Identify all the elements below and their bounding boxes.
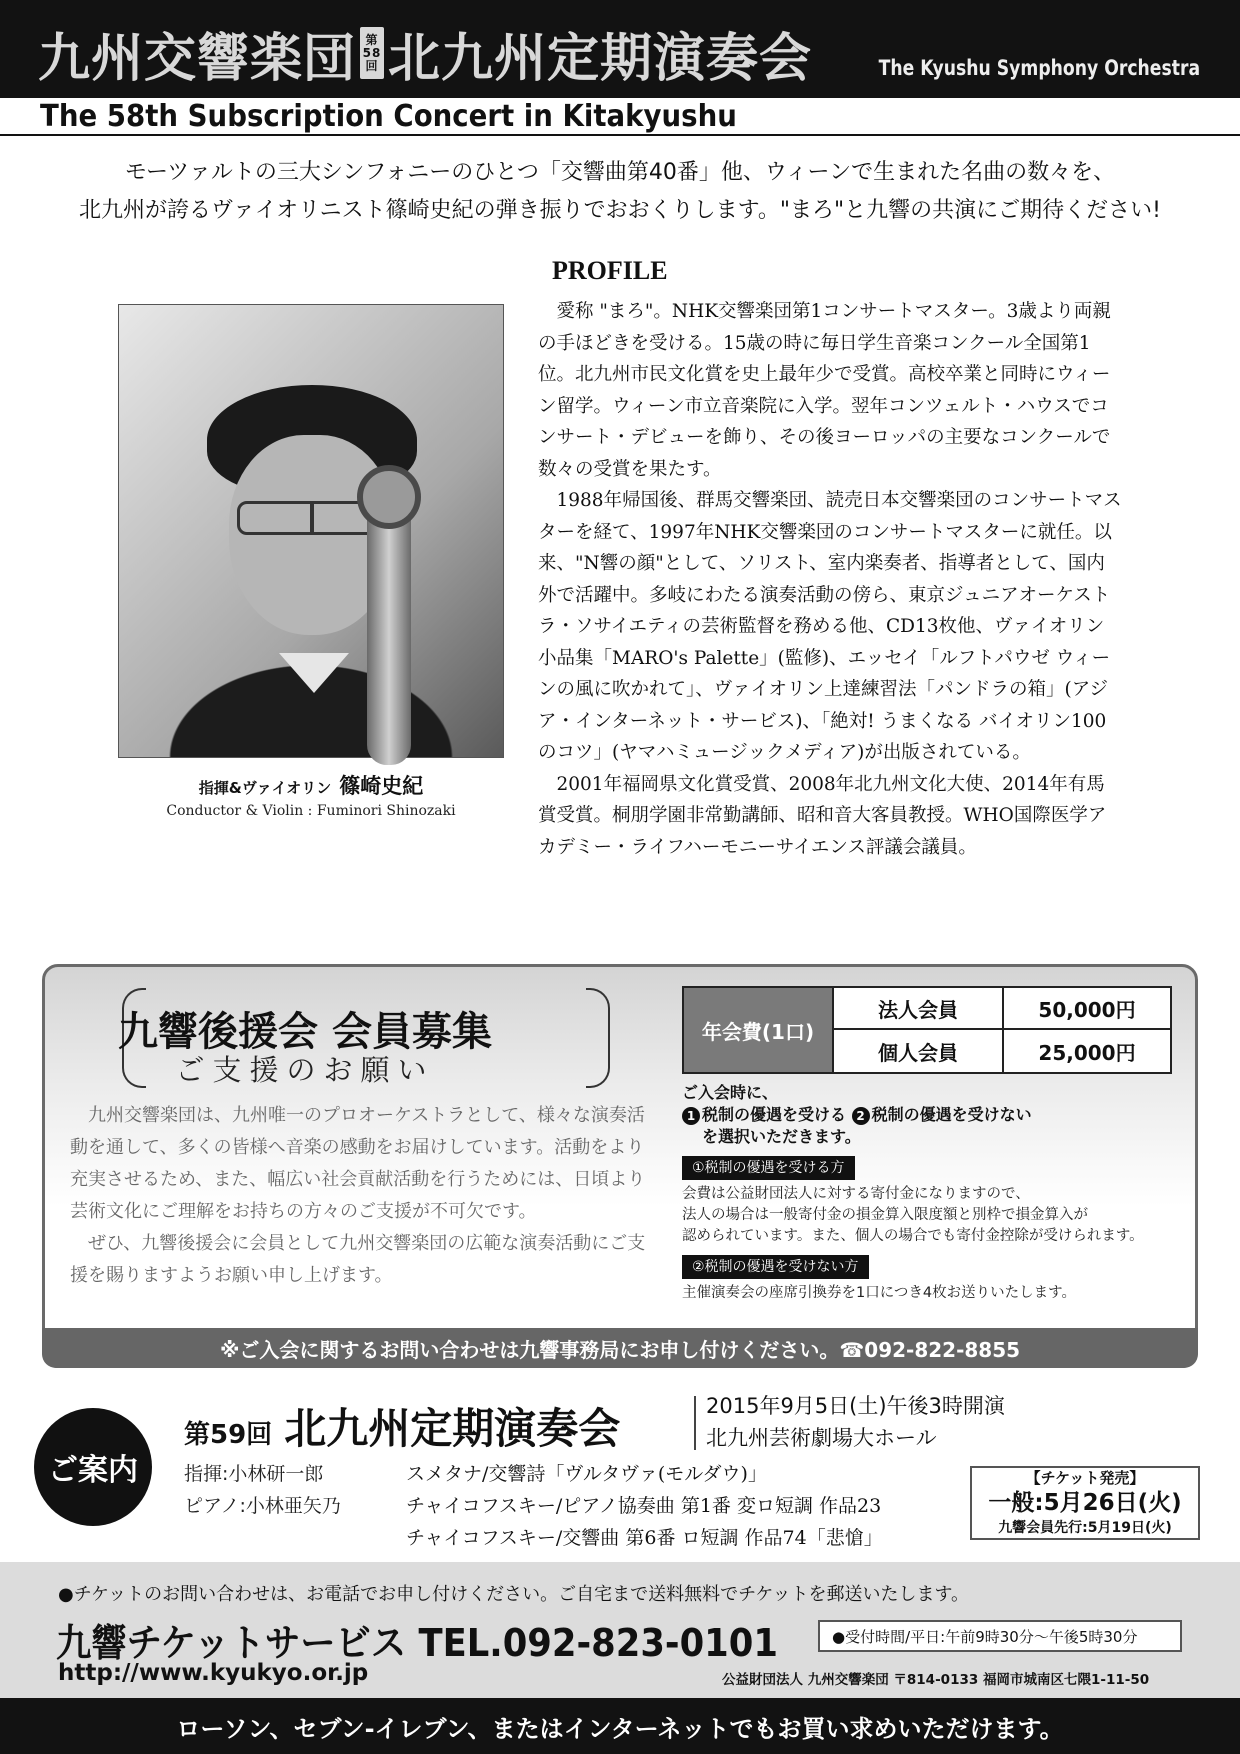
program-item: チャイコフスキー/ピアノ協奏曲 第1番 変ロ短調 作品23 bbox=[406, 1495, 882, 1517]
intro-text bbox=[40, 154, 1200, 230]
fee-amount: 25,000円 bbox=[1038, 1040, 1136, 1065]
fee-amount: 50,000円 bbox=[1038, 997, 1136, 1022]
concert-title bbox=[38, 18, 812, 88]
option-2-number-icon: 2 bbox=[852, 1107, 870, 1125]
join-intro: ご入会時に、 bbox=[682, 1083, 779, 1102]
purchase-channels-bar: ローソン、セブン-イレブン、またはインターネットでもお買い求めいただけます。 bbox=[0, 1698, 1240, 1754]
tax-choice-line bbox=[682, 1104, 1182, 1126]
next-concert-name: 北九州定期演奏会 bbox=[284, 1404, 621, 1453]
portrait-caption-en: Conductor & Violin : Fuminori Shinozaki bbox=[166, 803, 456, 819]
title-divider bbox=[694, 1396, 696, 1450]
conductor-credit: 指揮:小林研一郎 bbox=[184, 1463, 324, 1485]
tax-options bbox=[682, 1082, 1182, 1304]
profile-paragraph-3: 2001年福岡県文化賞受賞、2008年北九州文化大使、2014年有馬賞受賞。桐朋学園非常勤講師、昭和音大客員教授。WHO国際医学アカデミー・ライフハーモニーサイエンス評議会議員。 bbox=[538, 773, 1107, 858]
fee-row bbox=[834, 1030, 1172, 1074]
next-concert-schedule bbox=[706, 1390, 1005, 1454]
orchestra-name-jp: 九州交響楽団 bbox=[38, 28, 357, 89]
next-concert-program bbox=[406, 1458, 883, 1554]
ticket-member-date: 九響会員先行:5月19日(火) bbox=[998, 1520, 1172, 1536]
tax-text-1a: 会費は公益財団法人に対する寄付金になりますので、 bbox=[682, 1186, 1030, 1202]
next-concert-date: 2015年9月5日(土)午後3時開演 bbox=[706, 1394, 1005, 1418]
fee-header: 年会費(1口) bbox=[682, 986, 834, 1074]
profile-heading: PROFILE bbox=[552, 256, 668, 285]
support-subtitle: ご支援のお願い bbox=[175, 1053, 435, 1087]
concert-series-jp: 北九州定期演奏会 bbox=[388, 28, 813, 89]
badge-top: 第 bbox=[365, 32, 379, 47]
fee-label: 個人会員 bbox=[834, 1030, 1004, 1072]
tax-label-2: ②税制の優遇を受けない方 bbox=[682, 1255, 869, 1279]
ticket-release-box bbox=[970, 1466, 1200, 1540]
intro-line-2: 北九州が誇るヴァイオリニスト篠崎史紀の弾き振りでおおくりします。"まろ"と九響の共演にご期待ください! bbox=[79, 198, 1161, 223]
option-1-text: 税制の優遇を受ける bbox=[702, 1105, 847, 1124]
select-note: を選択いただきます。 bbox=[702, 1127, 861, 1146]
tax-text-1c: 認められています。また、個人の場合でも寄付金控除が受けられます。 bbox=[682, 1228, 1144, 1244]
profile-body bbox=[538, 296, 1122, 863]
right-brace-ornament bbox=[586, 988, 610, 1088]
support-title: 九響後援会 会員募集 bbox=[118, 1009, 492, 1055]
profile-paragraph-1: 愛称 "まろ"。NHK交響楽団第1コンサートマスター。3歳より両親の手ほどきを受ける。15歳の時に毎日学生音楽コンクール全国第1位。北九州市民文化賞を史上最年少で受賞。高校卒業と同時にウィーン留学。ウィーン市立音楽院に入学。翌年コンツェルト・ハウスでコンサート・デビューを飾り、その後ヨーロッパの主要なコンクールで数々の受賞を果たす。 bbox=[538, 301, 1111, 480]
option-2-text: 税制の優遇を受けない bbox=[871, 1105, 1032, 1124]
intro-line-1: モーツァルトの三大シンフォニーのひとつ「交響曲第40番」他、ウィーンで生まれた名曲の数々を、 bbox=[124, 160, 1116, 185]
support-paragraph-1: 九州交響楽団は、九州唯一のプロオーケストラとして、様々な演奏活動を通して、多くの皆様へ音楽の感動をお届けしています。活動をより充実させるため、また、幅広い社会貢献活動を行うためには、日頃より芸術文化にご理解をお持ちの方々のご支援が不可欠です。 bbox=[70, 1105, 646, 1222]
fee-label: 法人会員 bbox=[834, 988, 1004, 1028]
tax-label-1: ①税制の優遇を受ける方 bbox=[682, 1156, 855, 1180]
info-badge: ご案内 bbox=[34, 1408, 152, 1526]
next-concert-title bbox=[184, 1396, 620, 1456]
next-concert-venue: 北九州芸術劇場大ホール bbox=[706, 1426, 937, 1450]
ticket-inquiry-note: ●チケットのお問い合わせは、お電話でお申し付けください。ご自宅まで送料無料でチケットを郵送いたします。 bbox=[58, 1584, 970, 1605]
website-link[interactable]: http://www.kyukyo.or.jp bbox=[58, 1660, 369, 1686]
violinist-portrait bbox=[118, 304, 504, 758]
profile-paragraph-2: 1988年帰国後、群馬交響楽団、読売日本交響楽団のコンサートマスターを経て、1997年NHK交響楽団のコンサートマスターに就任。以来、"N響の顔"として、ソリスト、室内楽奏者、指導者として、国内外で活躍中。多岐にわたる演奏活動の傍ら、東京ジュニアオーケストラ・ソサイエティの芸術監督を務める他、CD13枚他、ヴァイオリン小品集「MARO's Palette」(監修)、エッセイ「ルフトパウゼ ウィーンの風に吹かれて」、ヴァイオリン上達練習法「パンドラの箱」(アジア・インターネット・サービス)、「絶対! うまくなる バイオリン100のコツ」(ヤマハミュージックメディア)が出版されている。 bbox=[538, 490, 1122, 763]
ticket-general-date: 一般:5月26日(火) bbox=[988, 1490, 1182, 1516]
support-paragraph-2: ぜひ、九響後援会に会員として九州交響楽団の広範な演奏活動にご支援を賜りますようお願い申し上げます。 bbox=[70, 1233, 646, 1286]
organization-address: 公益財団法人 九州交響楽団 〒814-0133 福岡市城南区七隈1-11-50 bbox=[722, 1672, 1150, 1688]
ticket-service-phone[interactable]: 九響チケットサービス TEL.092-823-0101 bbox=[56, 1621, 778, 1665]
program-item: スメタナ/交響詩「ヴルタヴァ(モルダウ)」 bbox=[406, 1463, 767, 1485]
reception-hours: ●受付時間/平日:午前9時30分〜午後5時30分 bbox=[818, 1620, 1182, 1652]
tax-text-2: 主催演奏会の座席引換券を1口につき4枚お送りいたします。 bbox=[682, 1285, 1076, 1301]
portrait-caption bbox=[118, 770, 504, 800]
support-description bbox=[70, 1100, 658, 1292]
badge-bottom: 回 bbox=[365, 58, 379, 73]
tax-text-1b: 法人の場合は一般寄付金の損金算入限度額と別枠で損金算入が bbox=[682, 1207, 1088, 1223]
edition-badge bbox=[360, 27, 384, 79]
support-contact-bar: ※ご入会に関するお問い合わせは九響事務局にお申し付けください。☎092-822-8855 bbox=[42, 1328, 1198, 1368]
caption-name: 篠崎史紀 bbox=[339, 774, 424, 798]
membership-fee-table bbox=[682, 986, 1172, 1074]
next-concert-cast bbox=[184, 1458, 341, 1522]
header-banner bbox=[0, 0, 1240, 96]
ticket-release-heading: 【チケット発売】 bbox=[1020, 1468, 1151, 1488]
program-item: チャイコフスキー/交響曲 第6番 ロ短調 作品74「悲愴」 bbox=[406, 1527, 883, 1549]
concert-subtitle-en: The 58th Subscription Concert in Kitakyushu bbox=[40, 99, 737, 134]
badge-number: 58 bbox=[362, 45, 382, 60]
fee-row bbox=[834, 986, 1172, 1030]
caption-role: 指揮&ヴァイオリン bbox=[198, 779, 332, 797]
orchestra-name-en: The Kyushu Symphony Orchestra bbox=[878, 56, 1200, 80]
option-1-number-icon: 1 bbox=[682, 1107, 700, 1125]
next-concert-number: 第59回 bbox=[184, 1420, 273, 1450]
piano-credit: ピアノ:小林亜矢乃 bbox=[184, 1495, 341, 1517]
